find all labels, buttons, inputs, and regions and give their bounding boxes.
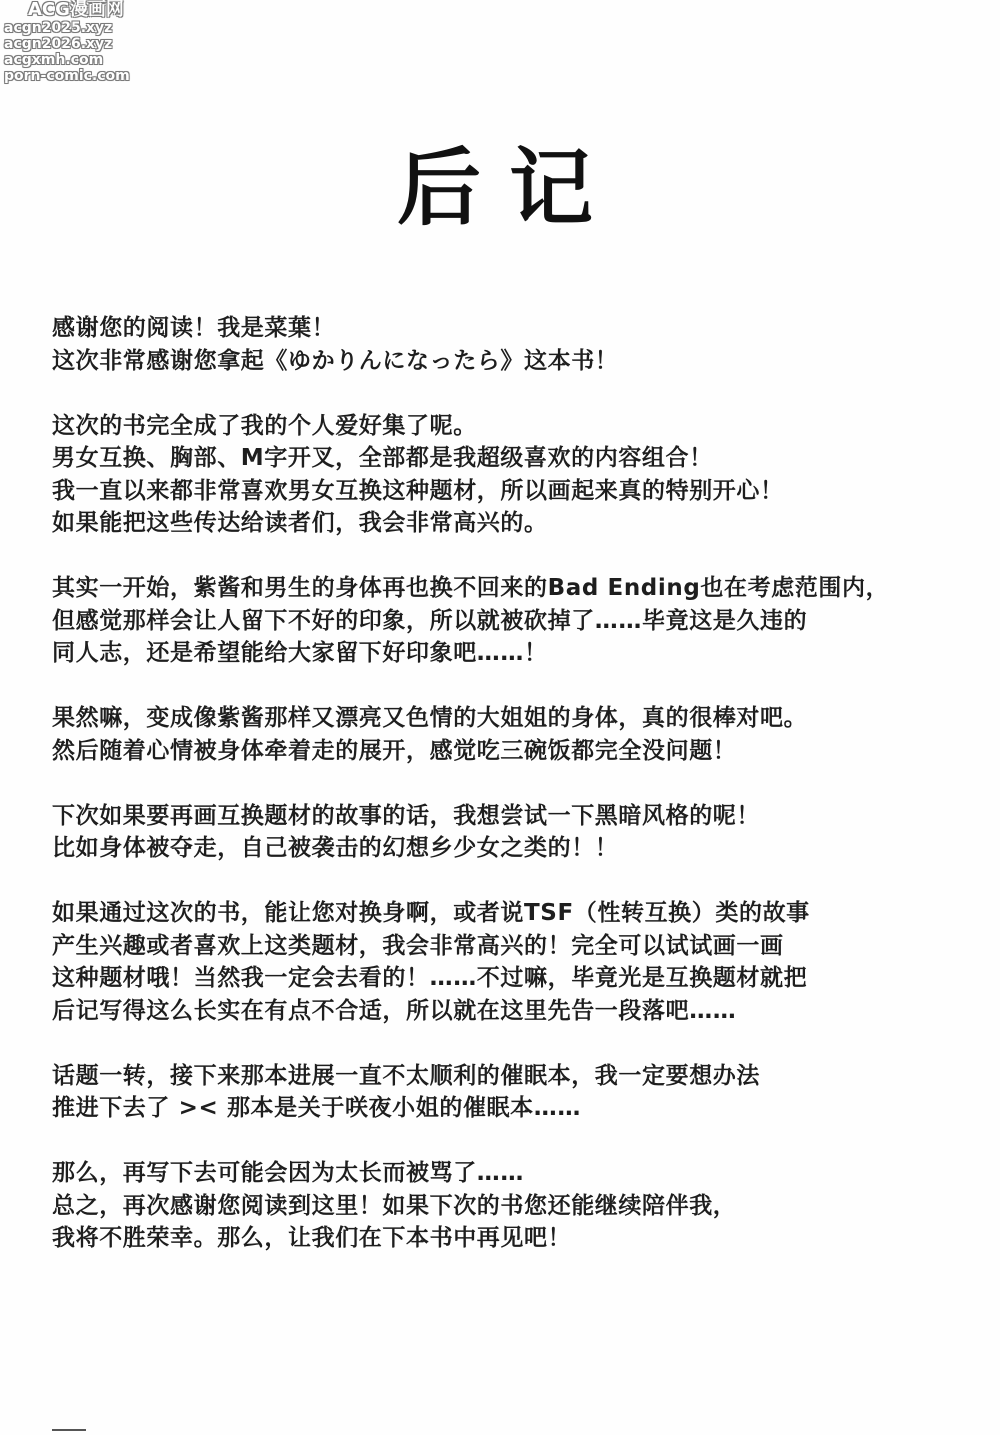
text-line: 产生兴趣或者喜欢上这类题材，我会非常高兴的！完全可以试试画一画: [52, 932, 784, 959]
text-line: 但感觉那样会让人留下不好的印象，所以就被砍掉了……毕竟这是久违的: [52, 607, 808, 634]
text-line: 如果能把这些传达给读者们，我会非常高兴的。: [52, 510, 548, 536]
text-line: 那么，再写下去可能会因为太长而被骂了……: [52, 1160, 524, 1186]
text-line: 我将不胜荣幸。那么，让我们在下本书中再见吧！: [52, 1225, 572, 1251]
paragraph: [52, 1060, 992, 1125]
page-title: 后记: [396, 139, 621, 237]
page-edge-mark: [52, 1429, 86, 1431]
text-line: 然后随着心情被身体牵着走的展开，感觉吃三碗饭都完全没问题！: [52, 737, 737, 764]
paragraph: [52, 410, 992, 540]
watermark-line: acgn2026.xyz: [4, 36, 113, 52]
text-line: 果然嘛，变成像紫酱那样又漂亮又色情的大姐姐的身体，真的很棒对吧。: [52, 705, 808, 731]
watermark-line: porn-comic.com: [4, 68, 130, 84]
text-line: 同人志，还是希望能给大家留下好印象吧……！: [52, 640, 548, 666]
paragraph: [52, 312, 992, 377]
paragraph: [52, 897, 992, 1027]
text-line: 我一直以来都非常喜欢男女互换这种题材，所以画起来真的特别开心！: [52, 477, 784, 504]
text-line: 男女互换、胸部、M字开叉，全部都是我超级喜欢的内容组合！: [52, 445, 713, 471]
watermark-line: ACG漫画网: [28, 0, 124, 20]
paragraph: [52, 1157, 992, 1255]
paragraph: [52, 800, 992, 865]
text-line: 这种题材哦！当然我一定会去看的！……不过嘛，毕竟光是互换题材就把: [52, 965, 808, 991]
text-line: 总之，再次感谢您阅读到这里！如果下次的书您还能继续陪伴我，: [52, 1192, 737, 1219]
text-line: 如果通过这次的书，能让您对换身啊，或者说TSF（性转互换）类的故事: [52, 900, 810, 926]
watermark-line: acgxmh.com: [4, 52, 104, 68]
text-line: 话题一转，接下来那本进展一直不太顺利的催眠本，我一定要想办法: [52, 1062, 760, 1089]
text-line: 推进下去了 >< 那本是关于咲夜小姐的催眠本……: [52, 1095, 581, 1121]
text-line: 其实一开始，紫酱和男生的身体再也换不回来的Bad Ending也在考虑范围内，: [52, 575, 890, 601]
site-watermark: [4, 0, 130, 84]
text-line: 这次的书完全成了我的个人爱好集了呢。: [52, 412, 477, 439]
text-line: 这次非常感谢您拿起《ゆかりんになったら》这本书！: [52, 347, 619, 374]
text-line: 下次如果要再画互换题材的故事的话，我想尝试一下黑暗风格的呢！: [52, 802, 760, 829]
watermark-line: acgn2025.xyz: [4, 20, 113, 36]
paragraph: [52, 572, 992, 670]
paragraph: [52, 702, 992, 767]
text-line: 后记写得这么长实在有点不合适，所以就在这里先告一段落吧……: [52, 997, 737, 1024]
afterword-body: [52, 312, 992, 1287]
text-line: 感谢您的阅读！我是菜葉！: [52, 315, 336, 341]
text-line: 比如身体被夺走，自己被袭击的幻想乡少女之类的！！: [52, 835, 619, 861]
